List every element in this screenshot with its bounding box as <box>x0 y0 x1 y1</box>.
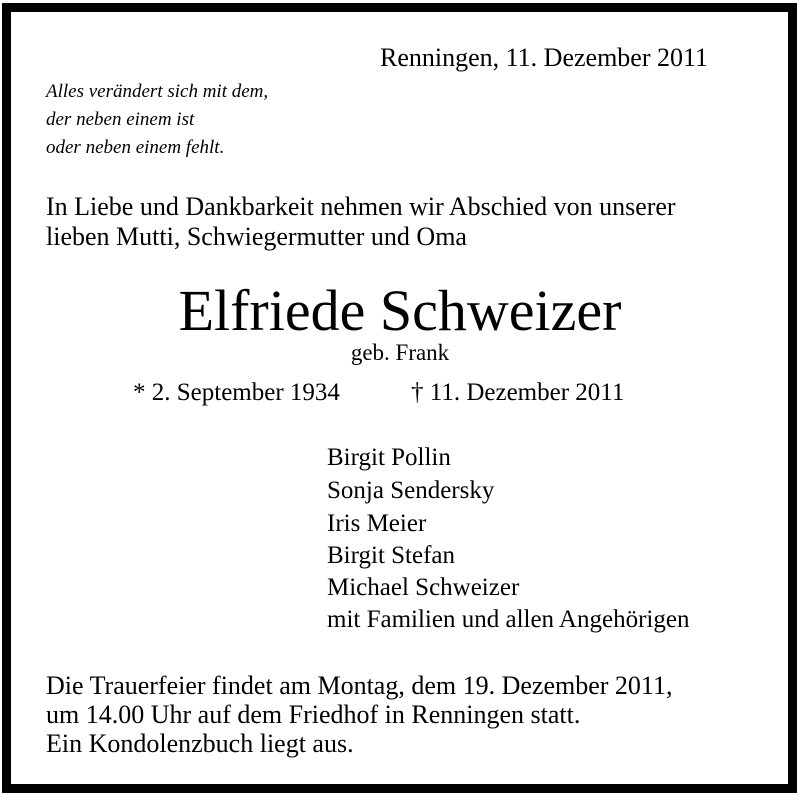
motto-line: oder neben einem fehlt. <box>46 137 225 158</box>
mourner: Michael Schweizer <box>327 574 520 601</box>
intro-line: lieben Mutti, Schwiegermutter und Oma <box>46 222 467 251</box>
funeral-line: um 14.00 Uhr auf dem Friedhof in Renningen statt. <box>46 700 581 729</box>
mourner: Birgit Stefan <box>327 542 456 569</box>
motto-line: der neben einem ist <box>46 109 195 130</box>
mourner: Iris Meier <box>327 510 427 537</box>
mourner: Birgit Pollin <box>327 444 451 471</box>
mourner: mit Familien und allen Angehörigen <box>327 606 690 633</box>
mourner: Sonja Sendersky <box>327 477 495 504</box>
motto-line: Alles verändert sich mit dem, <box>46 81 269 102</box>
funeral-line: Ein Kondolenzbuch liegt aus. <box>46 729 354 758</box>
place-date: Renningen, 11. Dezember 2011 <box>380 43 709 72</box>
intro-line: In Liebe und Dankbarkeit nehmen wir Abschied von unserer <box>46 192 676 221</box>
funeral-line: Die Trauerfeier findet am Montag, dem 19. Dezember 2011, <box>46 671 673 700</box>
death-date: † 11. Dezember 2011 <box>411 379 625 406</box>
maiden-name: geb. Frank <box>350 340 450 365</box>
deceased-name: Elfriede Schweizer <box>178 278 622 343</box>
birth-date: * 2. September 1934 <box>133 379 340 406</box>
